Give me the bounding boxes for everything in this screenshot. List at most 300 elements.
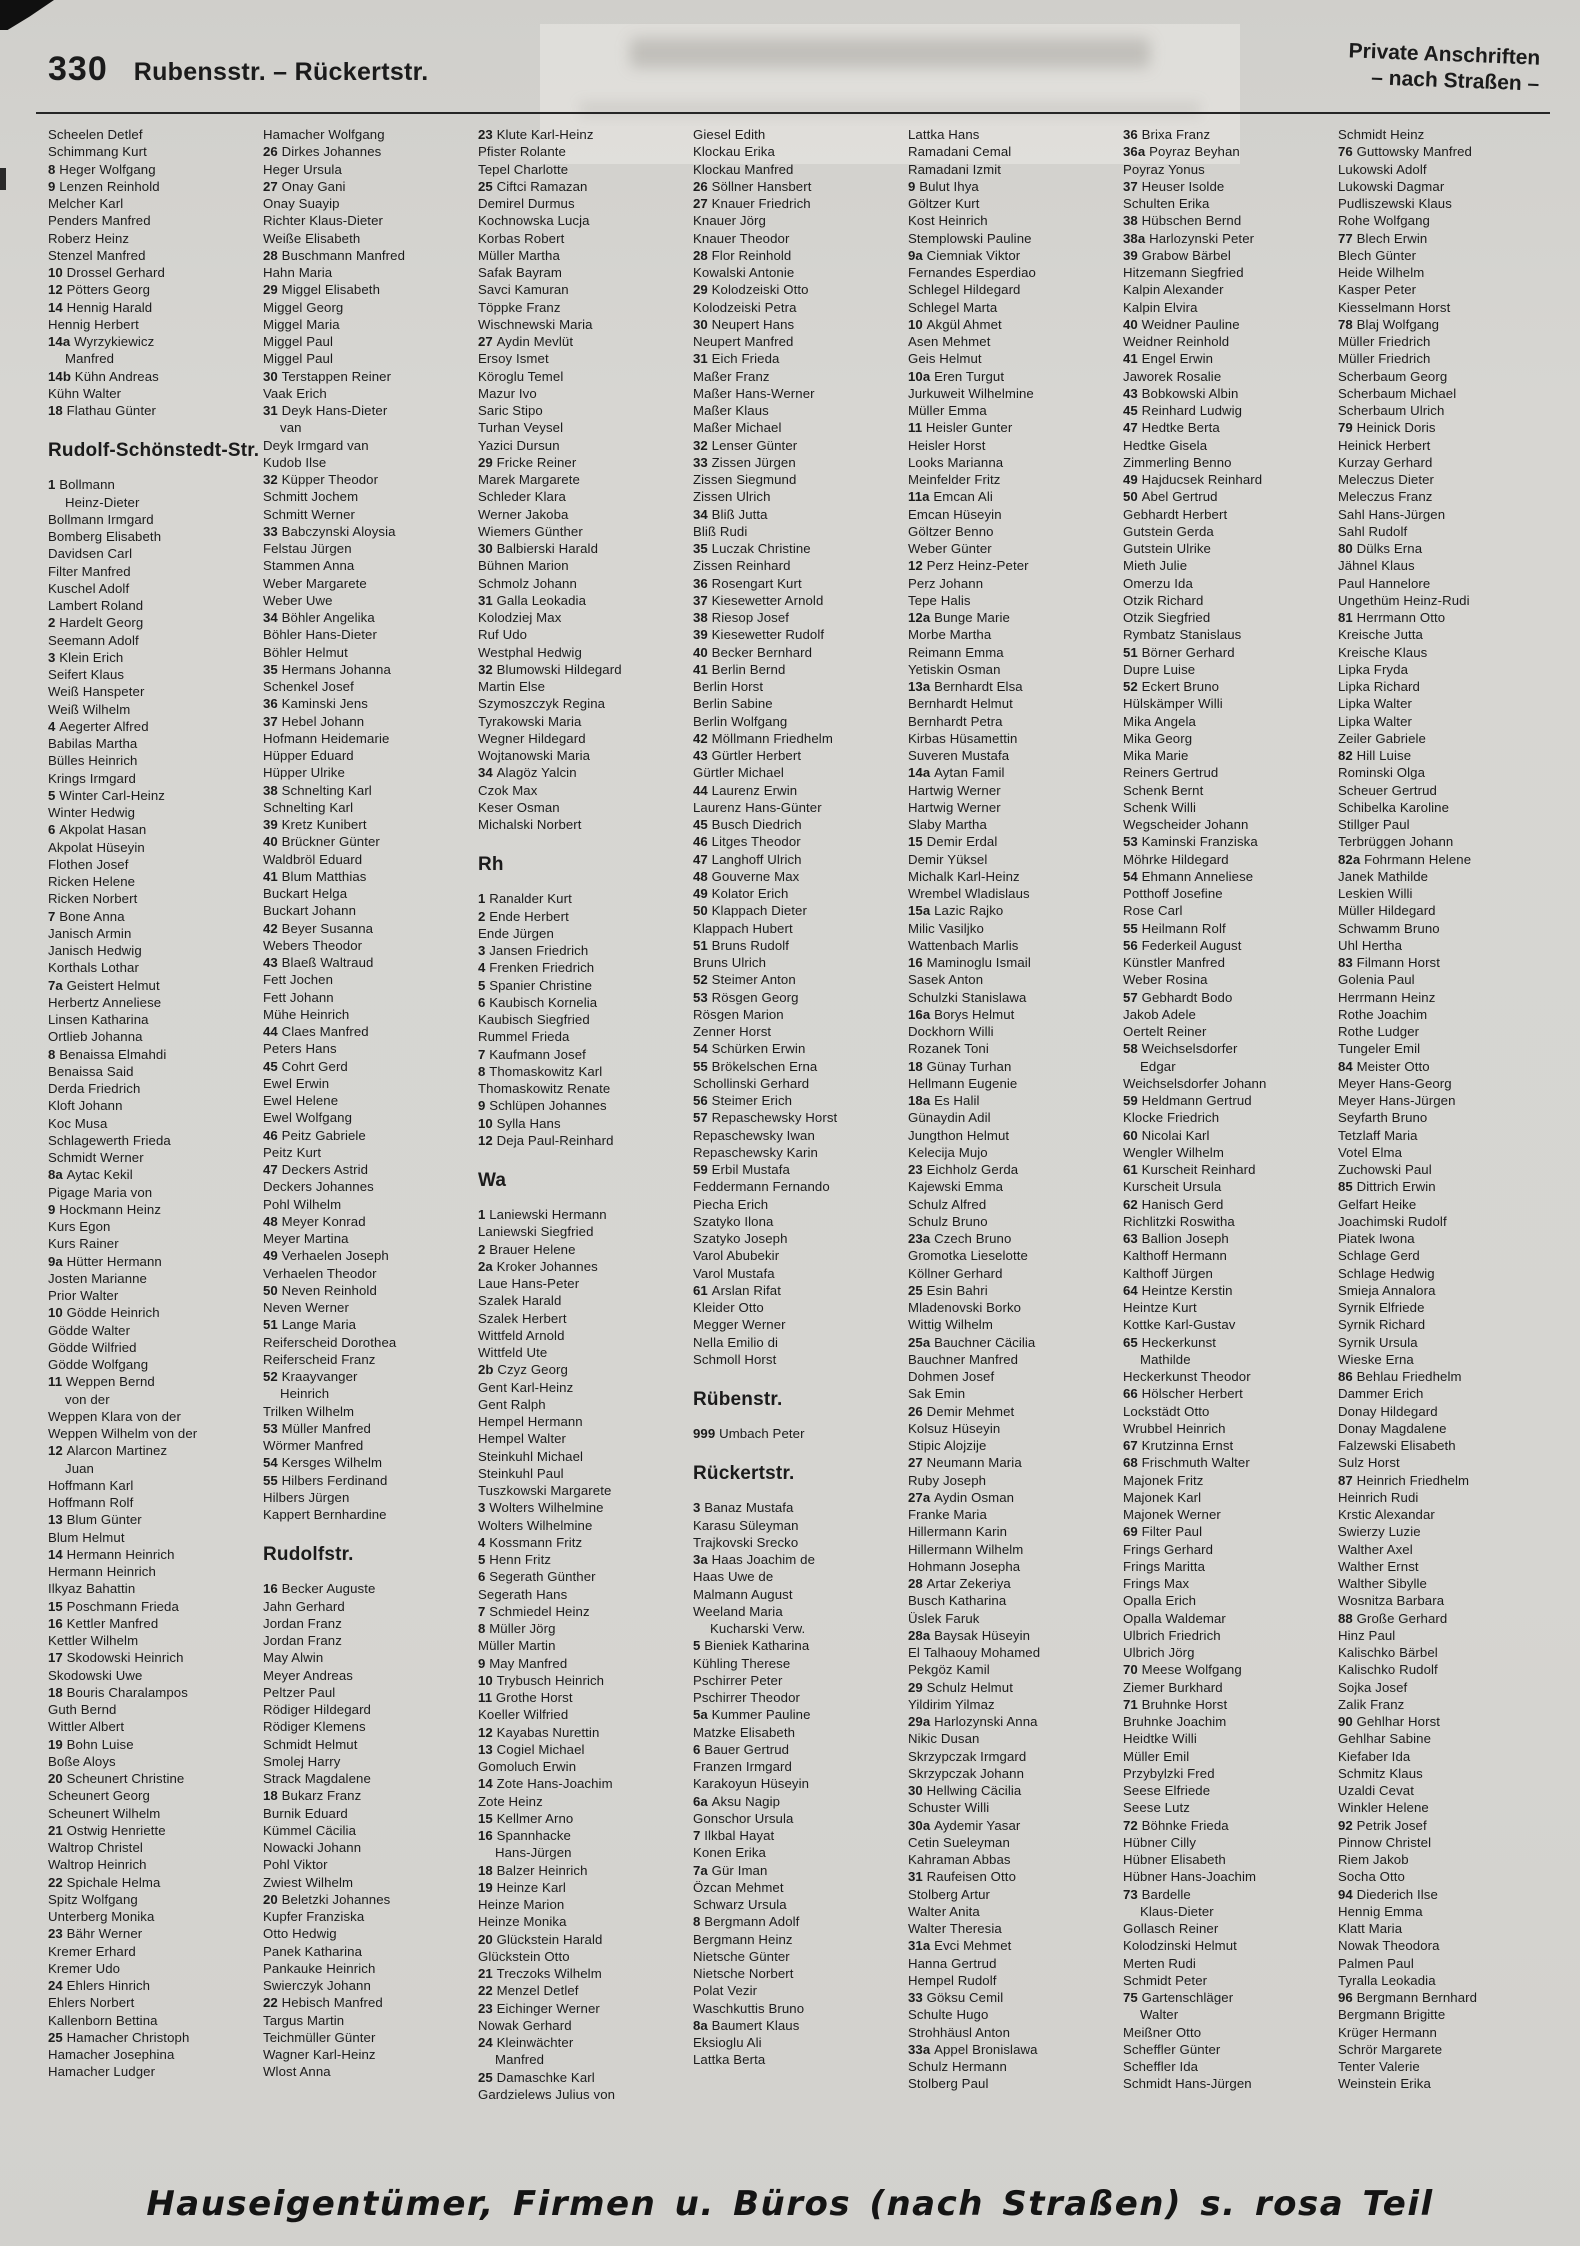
directory-entry: 83 Filmann Horst (1338, 955, 1441, 970)
directory-entry: 34 Bliß Jutta (693, 506, 768, 522)
directory-entry: Knauer Theodor (693, 230, 790, 246)
directory-entry: 8a Aytac Kekil (48, 1167, 133, 1183)
street-heading: Rudolf-Schönstedt-Str. (48, 440, 260, 462)
house-number: 55 (693, 1058, 712, 1074)
house-number: 94 (1338, 1886, 1357, 1902)
directory-entry: 27 Onay Gani (263, 178, 346, 194)
house-number: 32 (693, 437, 712, 453)
directory-entry: Kiesselmann Horst (1338, 299, 1451, 315)
directory-entry: 8 Benaissa Elmahdi (48, 1046, 167, 1062)
directory-entry: Szalek Harald (478, 1293, 562, 1309)
directory-entry: 43 Bobkowski Albin (1123, 385, 1239, 401)
house-number: 4 (478, 960, 490, 976)
directory-entry: Bergmann Heinz (693, 1931, 793, 1947)
house-number: 6 (693, 1741, 705, 1757)
directory-entry: 31 Deyk Hans-Dieter (263, 403, 388, 418)
directory-entry: Syrnik Ursula (1338, 1334, 1418, 1350)
house-number: 33a (908, 2041, 935, 2057)
directory-entry: Weinstein Erika (1338, 2076, 1431, 2092)
house-number: 26 (693, 178, 712, 194)
directory-entry: Tetzlaff Maria (1338, 1127, 1418, 1143)
directory-entry: Spitz Wolfgang (48, 1891, 138, 1907)
directory-entry: 45 Reinhard Ludwig (1123, 403, 1243, 418)
header-rule (36, 112, 1550, 114)
directory-entry: 18a Es Halil (908, 1093, 980, 1108)
directory-entry: Neven Werner (263, 1300, 349, 1315)
directory-entry: Boße Aloys (48, 1753, 116, 1769)
house-number: 18 (48, 403, 67, 418)
directory-entry: Weiße Elisabeth (263, 230, 361, 246)
house-number: 10 (478, 1115, 497, 1131)
directory-entry: Dockhorn Willi (908, 1024, 994, 1039)
house-number: 13 (478, 1741, 497, 1757)
directory-entry: 31 Raufeisen Otto (908, 1869, 1017, 1885)
directory-entry: Uzaldi Cevat (1338, 1783, 1414, 1798)
directory-entry: Josten Marianne (48, 1270, 147, 1286)
directory-entry: Jaworek Rosalie (1123, 368, 1222, 384)
directory-entry: 6 Kaubisch Kornelia (478, 994, 598, 1010)
directory-entry: Heinze Marion (478, 1897, 565, 1912)
house-number: 92 (1338, 1817, 1357, 1833)
directory-entry: Hamacher Josephina (48, 2047, 175, 2062)
directory-entry: Meyer Andreas (263, 1667, 353, 1683)
directory-entry: Stenzel Manfred (48, 247, 146, 263)
directory-entry: Herrmann Heinz (1338, 989, 1436, 1005)
directory-entry: 30 Neupert Hans (693, 316, 795, 332)
house-number: 29 (263, 282, 282, 298)
directory-entry: Schulte Hugo (908, 2007, 989, 2023)
directory-entry: 3 Banaz Mustafa (693, 1500, 794, 1516)
directory-entry: Müller Martha (478, 247, 560, 263)
directory-entry: Pfister Rolante (478, 144, 566, 160)
directory-entry: Wagner Karl-Heinz (263, 2047, 376, 2062)
directory-entry: Hilbers Jürgen (263, 1489, 350, 1505)
house-number: 47 (693, 851, 712, 867)
directory-entry: 12 Kayabas Nurettin (478, 1724, 600, 1740)
directory-entry: Tungeler Emil (1338, 1041, 1421, 1057)
directory-entry: Schollinski Gerhard (693, 1075, 810, 1091)
street-heading: Rh (478, 854, 504, 876)
directory-entry: 53 Rösgen Georg (693, 989, 799, 1005)
directory-entry: 47 Langhoff Ulrich (693, 851, 802, 867)
house-number: 65 (1123, 1334, 1142, 1350)
directory-entry: Fernandes Esperdiao (908, 265, 1036, 280)
house-number: 3 (478, 1500, 490, 1516)
directory-entry: 55 Hilbers Ferdinand (263, 1472, 388, 1488)
house-number: 57 (693, 1110, 712, 1126)
directory-entry: Reimann Emma (908, 644, 1004, 660)
directory-entry: Tenter Valerie (1338, 2059, 1420, 2074)
directory-entry: Maßer Klaus (693, 403, 769, 418)
directory-entry: 87 Heinrich Friedhelm (1338, 1472, 1470, 1488)
house-number: 48 (263, 1213, 282, 1229)
directory-entry: Piecha Erich (693, 1196, 769, 1212)
directory-entry: Miggel Maria (263, 316, 340, 332)
directory-entry: Wittig Wilhelm (908, 1317, 993, 1333)
directory-entry: 12 Deja Paul-Reinhard (478, 1132, 614, 1148)
directory-entry: Kettler Wilhelm (48, 1633, 139, 1648)
house-number: 11 (478, 1690, 496, 1705)
directory-entry: 28 Flor Reinhold (693, 247, 792, 263)
directory-entry: 6 Akpolat Hasan (48, 822, 147, 838)
house-number: 68 (1123, 1455, 1142, 1471)
directory-entry: Gromotka Lieselotte (908, 1248, 1028, 1264)
directory-entry: 8 Thomaskowitz Karl (478, 1063, 603, 1079)
directory-entry: Guth Bernd (48, 1702, 117, 1717)
directory-entry: Stemplowski Pauline (908, 230, 1032, 246)
directory-entry: Joachimski Rudolf (1338, 1213, 1447, 1229)
house-number: 51 (693, 937, 712, 953)
house-number: 29 (693, 282, 712, 298)
directory-entry: Koc Musa (48, 1115, 108, 1131)
directory-entry: 20 Glückstein Harald (478, 1931, 603, 1947)
directory-entry: Thomaskowitz Renate (478, 1081, 611, 1096)
directory-entry: Janisch Armin (48, 925, 132, 941)
house-number: 3 (48, 649, 60, 665)
house-number: 38 (263, 782, 282, 798)
directory-entry: Hartwig Werner (908, 782, 1001, 798)
directory-entry: 1 Ranalder Kurt (478, 891, 572, 907)
directory-entry: Sojka Josef (1338, 1679, 1408, 1695)
directory-entry: Ruf Udo (478, 627, 528, 643)
directory-entry: Kalischko Rudolf (1338, 1662, 1438, 1678)
directory-entry: Scheunert Georg (48, 1788, 150, 1804)
directory-entry: Bernhardt Helmut (908, 696, 1013, 712)
directory-entry: Richlitzki Roswitha (1123, 1213, 1235, 1229)
directory-entry: 76 Guttowsky Manfred (1338, 144, 1472, 160)
directory-entry: 28 Buschmann Manfred (263, 247, 406, 263)
directory-entry: Fett Jochen (263, 972, 334, 988)
house-number: 25 (908, 1282, 927, 1298)
house-number: 28 (908, 1576, 927, 1591)
directory-entry: Möhrke Hildegard (1123, 851, 1229, 867)
directory-entry: 37 Hebel Johann (263, 713, 365, 729)
house-number: 5 (48, 787, 60, 803)
directory-entry: Heisler Horst (908, 437, 986, 453)
house-number: 9 (48, 178, 60, 194)
directory-entry: 1 Laniewski Hermann (478, 1207, 607, 1222)
house-number: 6 (478, 1569, 490, 1585)
house-number: 33 (908, 1990, 927, 2005)
directory-entry: 59 Erbil Mustafa (693, 1162, 790, 1177)
directory-entry: 5 Spanier Christine (478, 977, 593, 993)
house-number: 5 (478, 1552, 490, 1567)
directory-entry: 80 Dülks Erna (1338, 541, 1423, 556)
directory-entry: Kottke Karl-Gustav (1123, 1317, 1236, 1333)
directory-entry: Schenk Willi (1123, 799, 1197, 815)
directory-entry: Tyrakowski Maria (478, 713, 582, 729)
house-number: 4 (478, 1534, 490, 1550)
directory-entry: Deckers Johannes (263, 1179, 374, 1195)
directory-entry: 35 Luczak Christine (693, 541, 811, 556)
directory-entry: Kasper Peter (1338, 282, 1417, 298)
directory-entry: Panek Katharina (263, 1943, 363, 1959)
directory-entry: Akpolat Hüseyin (48, 839, 145, 855)
directory-entry: Kalischko Bärbel (1338, 1645, 1438, 1660)
directory-entry: 8 Heger Wolfgang (48, 161, 156, 177)
directory-entry: 96 Bergmann Bernhard (1338, 1990, 1478, 2005)
house-number: 81 (1338, 610, 1357, 625)
directory-entry: Safak Bayram (478, 265, 563, 280)
directory-entry: Steinkuhl Michael (478, 1448, 584, 1464)
directory-entry: Palmen Paul (1338, 1955, 1414, 1971)
directory-entry: Eksioglu Ali (693, 2035, 762, 2050)
directory-entry: 16 Spannhacke (478, 1828, 571, 1843)
directory-entry: Votel Elma (1338, 1144, 1403, 1160)
directory-entry: Onay Suayip (263, 196, 340, 211)
house-number: 31 (908, 1869, 927, 1885)
directory-entry: Göltzer Kurt (908, 196, 980, 211)
house-number: 27a (908, 1489, 935, 1505)
directory-entry: Pohl Viktor (263, 1857, 328, 1873)
directory-entry: Walter Theresia (908, 1921, 1002, 1936)
directory-entry: 56 Steimer Erich (693, 1093, 793, 1108)
directory-entry: Tepel Charlotte (478, 161, 569, 177)
scan-edge-artifact (0, 168, 6, 190)
street-heading: Rudolfstr. (263, 1544, 354, 1566)
directory-entry: 13 Cogiel Michael (478, 1741, 585, 1757)
directory-entry: Turhan Veysel (478, 420, 564, 436)
directory-entry: Schmitz Klaus (1338, 1765, 1423, 1781)
house-number: 30 (693, 316, 712, 332)
house-number: 6 (48, 822, 60, 838)
directory-entry: 12 Pötters Georg (48, 282, 151, 298)
house-number: 31 (263, 403, 282, 418)
directory-entry: 40 Brückner Günter (263, 834, 380, 850)
directory-entry: Mika Marie (1123, 748, 1189, 763)
directory-entry: Gutstein Gerda (1123, 523, 1214, 539)
directory-entry: Walter Anita (908, 1903, 980, 1919)
directory-entry: Ulbrich Jörg (1123, 1645, 1195, 1660)
directory-entry: 25a Bauchner Cäcilia (908, 1334, 1036, 1350)
directory-entry: 15 Kellmer Arno (478, 1810, 574, 1826)
directory-entry: Frings Maritta (1123, 1558, 1206, 1574)
directory-entry: 60 Nicolai Karl (1123, 1127, 1210, 1143)
house-number: 87 (1338, 1472, 1357, 1488)
directory-entry: 33a Appel Bronislawa (908, 2041, 1038, 2057)
directory-entry: 14a Wyrzykiewicz (48, 334, 155, 349)
directory-entry: Pekgöz Kamil (908, 1662, 990, 1678)
directory-entry: Zwiest Wilhelm (263, 1874, 354, 1890)
directory-entry: Haas Uwe de (693, 1569, 774, 1585)
house-number: 20 (478, 1931, 497, 1947)
directory-entry: Blum Helmut (48, 1529, 125, 1545)
directory-entry: Yildirim Yilmaz (908, 1696, 995, 1712)
directory-entry: Mladenovski Borko (908, 1300, 1022, 1315)
directory-entry: Malmann August (693, 1586, 793, 1602)
directory-entry: Walther Ernst (1338, 1558, 1419, 1574)
directory-entry: Krings Irmgard (48, 770, 136, 786)
directory-entry: Walther Axel (1338, 1541, 1413, 1557)
directory-entry: Felstau Jürgen (263, 541, 352, 556)
directory-entry: Schmidt Peter (1123, 1972, 1208, 1988)
directory-entry: Hempel Walter (478, 1431, 567, 1447)
house-number: 9 (478, 1098, 490, 1114)
house-number: 47 (1123, 420, 1142, 436)
directory-entry: Otzik Siegfried (1123, 610, 1211, 625)
directory-entry: 4 Kossmann Fritz (478, 1534, 583, 1550)
directory-entry: Syrnik Elfriede (1338, 1300, 1425, 1315)
directory-entry: 46 Peitz Gabriele (263, 1127, 366, 1143)
house-number: 40 (263, 834, 282, 850)
house-number: 20 (48, 1771, 67, 1786)
directory-entry: 15a Lazic Rajko (908, 903, 1004, 919)
directory-entry: Kalthoff Hermann (1123, 1248, 1227, 1264)
directory-entry: 5 Henn Fritz (478, 1552, 552, 1567)
house-number: 64 (1123, 1282, 1142, 1298)
directory-entry: Maßer Michael (693, 420, 782, 436)
house-number: 53 (263, 1420, 282, 1436)
directory-entry: 85 Dittrich Erwin (1338, 1179, 1436, 1195)
directory-entry: 49 Verhaelen Joseph (263, 1248, 389, 1264)
directory-entry: Özcan Mehmet (693, 1879, 784, 1895)
directory-entry: Kirbas Hüsamettin (908, 730, 1018, 746)
directory-entry: 16a Borys Helmut (908, 1006, 1015, 1022)
directory-entry: Kelecija Mujo (908, 1144, 988, 1160)
house-number: 46 (263, 1127, 282, 1143)
directory-entry: Smolej Harry (263, 1753, 341, 1769)
house-number: 38a (1123, 230, 1150, 246)
house-number: 55 (263, 1472, 282, 1488)
directory-entry: 3 Klein Erich (48, 649, 124, 665)
directory-entry: Bühnen Marion (478, 558, 569, 574)
house-number: 39 (1123, 247, 1142, 263)
directory-entry: Kalpin Elvira (1123, 299, 1198, 315)
house-number: 78 (1338, 316, 1357, 332)
house-number: 25 (48, 2029, 67, 2045)
directory-entry: Müller Emil (1123, 1748, 1190, 1764)
directory-entry: Hartwig Werner (908, 799, 1001, 815)
directory-entry: Müller Hildegard (1338, 903, 1436, 919)
directory-entry: Zissen Reinhard (693, 558, 791, 574)
directory-entry: 94 Diederich Ilse (1338, 1886, 1438, 1902)
house-number: 7 (48, 908, 60, 924)
directory-entry: Gelfart Heike (1338, 1196, 1417, 1212)
directory-entry: Babilas Martha (48, 736, 138, 751)
directory-entry: Ehlers Norbert (48, 1995, 135, 2011)
directory-entry: Feddermann Fernando (693, 1179, 830, 1195)
directory-entry: 37 Heuser Isolde (1123, 178, 1225, 194)
directory-entry: Melcher Karl (48, 196, 124, 211)
directory-entry: 59 Heldmann Gertrud (1123, 1093, 1252, 1108)
house-number: 2 (48, 615, 60, 631)
directory-entry: Walther Sibylle (1338, 1576, 1427, 1591)
directory-entry: Rödiger Hildegard (263, 1702, 371, 1717)
directory-entry: 10 Drossel Gerhard (48, 265, 165, 280)
house-number: 82 (1338, 748, 1357, 763)
directory-entry: Jähnel Klaus (1338, 558, 1415, 574)
house-number: 9a (48, 1253, 67, 1269)
directory-entry: 82a Fohrmann Helene (1338, 851, 1472, 867)
directory-entry: Schlage Hedwig (1338, 1265, 1435, 1281)
directory-entry: 15 Poschmann Frieda (48, 1598, 179, 1614)
directory-entry: Kappert Bernhardine (263, 1507, 387, 1522)
directory-entry: 11 Weppen Bernd (48, 1374, 155, 1390)
directory-entry: 33 Göksu Cemil (908, 1990, 1004, 2005)
directory-entry: Wittler Albert (48, 1719, 125, 1735)
directory-entry: Ewel Helene (263, 1093, 339, 1108)
directory-entry: Ungethüm Heinz-Rudi (1338, 592, 1470, 608)
directory-entry: Schmitt Jochem (263, 489, 359, 505)
house-number: 25 (478, 178, 497, 194)
house-number: 14a (908, 765, 935, 781)
directory-entry: Poyraz Yonus (1123, 161, 1205, 177)
house-number: 9 (478, 1655, 490, 1671)
directory-entry: 18 Bouris Charalampos (48, 1684, 188, 1700)
house-number: 41 (1123, 351, 1142, 367)
directory-entry: Schenk Bernt (1123, 782, 1204, 798)
directory-entry: 14a Aytan Famil (908, 765, 1005, 781)
house-number: 26 (908, 1403, 927, 1419)
directory-entry: Cetin Sueleyman (908, 1834, 1010, 1850)
directory-entry: Ersoy Ismet (478, 351, 549, 367)
directory-entry: 18 Bukarz Franz (263, 1788, 362, 1804)
directory-entry: 4 Aegerter Alfred (48, 718, 149, 734)
directory-entry: 53 Müller Manfred (263, 1420, 371, 1436)
directory-entry: Stolberg Artur (908, 1886, 991, 1902)
directory-entry: Kolodzinski Helmut (1123, 1938, 1237, 1954)
directory-entry: Lambert Roland (48, 598, 144, 613)
directory-entry: Perz Johann (908, 575, 984, 591)
house-number: 61 (693, 1282, 712, 1298)
directory-entry: Weidner Reinhold (1123, 334, 1230, 349)
house-number: 11a (908, 489, 934, 505)
directory-entry: Gödde Wolfgang (48, 1357, 149, 1372)
directory-entry: Verhaelen Theodor (263, 1265, 377, 1281)
directory-entry: Jordan Franz (263, 1615, 342, 1631)
house-number: 55 (1123, 920, 1142, 936)
directory-entry: 30 Hellwing Cäcilia (908, 1783, 1022, 1798)
directory-entry: 14b Kühn Andreas (48, 368, 159, 384)
directory-entry: Neupert Manfred (693, 334, 794, 349)
house-number: 7a (48, 977, 67, 993)
directory-entry: Winkler Helene (1338, 1800, 1429, 1816)
house-number: 4 (48, 718, 60, 734)
house-number: 82a (1338, 851, 1365, 867)
directory-entry: Penders Manfred (48, 213, 151, 229)
directory-entry: 61 Kurscheit Reinhard (1123, 1162, 1256, 1177)
directory-entry: Miggel Paul (263, 334, 334, 349)
directory-entry: 3a Haas Joachim de (693, 1552, 816, 1567)
directory-entry: 72 Böhnke Frieda (1123, 1817, 1229, 1833)
directory-entry: Schulten Erika (1123, 196, 1210, 211)
directory-entry: Kurscheit Ursula (1123, 1179, 1222, 1195)
directory-entry: Lipka Richard (1338, 679, 1420, 694)
directory-entry: Fett Johann (263, 989, 334, 1005)
house-number: 30 (908, 1783, 927, 1798)
directory-entry: 2 Brauer Helene (478, 1241, 576, 1257)
directory-entry: 5 Winter Carl-Heinz (48, 787, 165, 803)
directory-entry: Wittfeld Arnold (478, 1327, 565, 1343)
directory-entry: 66 Hölscher Herbert (1123, 1386, 1243, 1402)
house-number: 12 (908, 558, 927, 574)
directory-entry: Dupre Luise (1123, 661, 1196, 677)
house-number: 8a (693, 2017, 712, 2033)
directory-entry: 7 Ilkbal Hayat (693, 1828, 775, 1843)
directory-entry: Stillger Paul (1338, 817, 1410, 832)
directory-entry: 27 Neumann Maria (908, 1455, 1022, 1471)
directory-entry: Webers Theodor (263, 937, 363, 953)
directory-entry: Stipic Alojzije (908, 1438, 987, 1453)
directory-entry: Krüger Hermann (1338, 2024, 1437, 2040)
directory-entry: Müller Friedrich (1338, 334, 1431, 349)
directory-entry: Bernhardt Petra (908, 713, 1003, 729)
house-number: 28 (263, 247, 282, 263)
directory-entry: Strack Magdalene (263, 1771, 371, 1786)
directory-entry: 7 Bone Anna (48, 908, 125, 924)
directory-entry: 75 Gartenschläger (1123, 1990, 1234, 2005)
street-heading: Rübenstr. (693, 1389, 783, 1410)
